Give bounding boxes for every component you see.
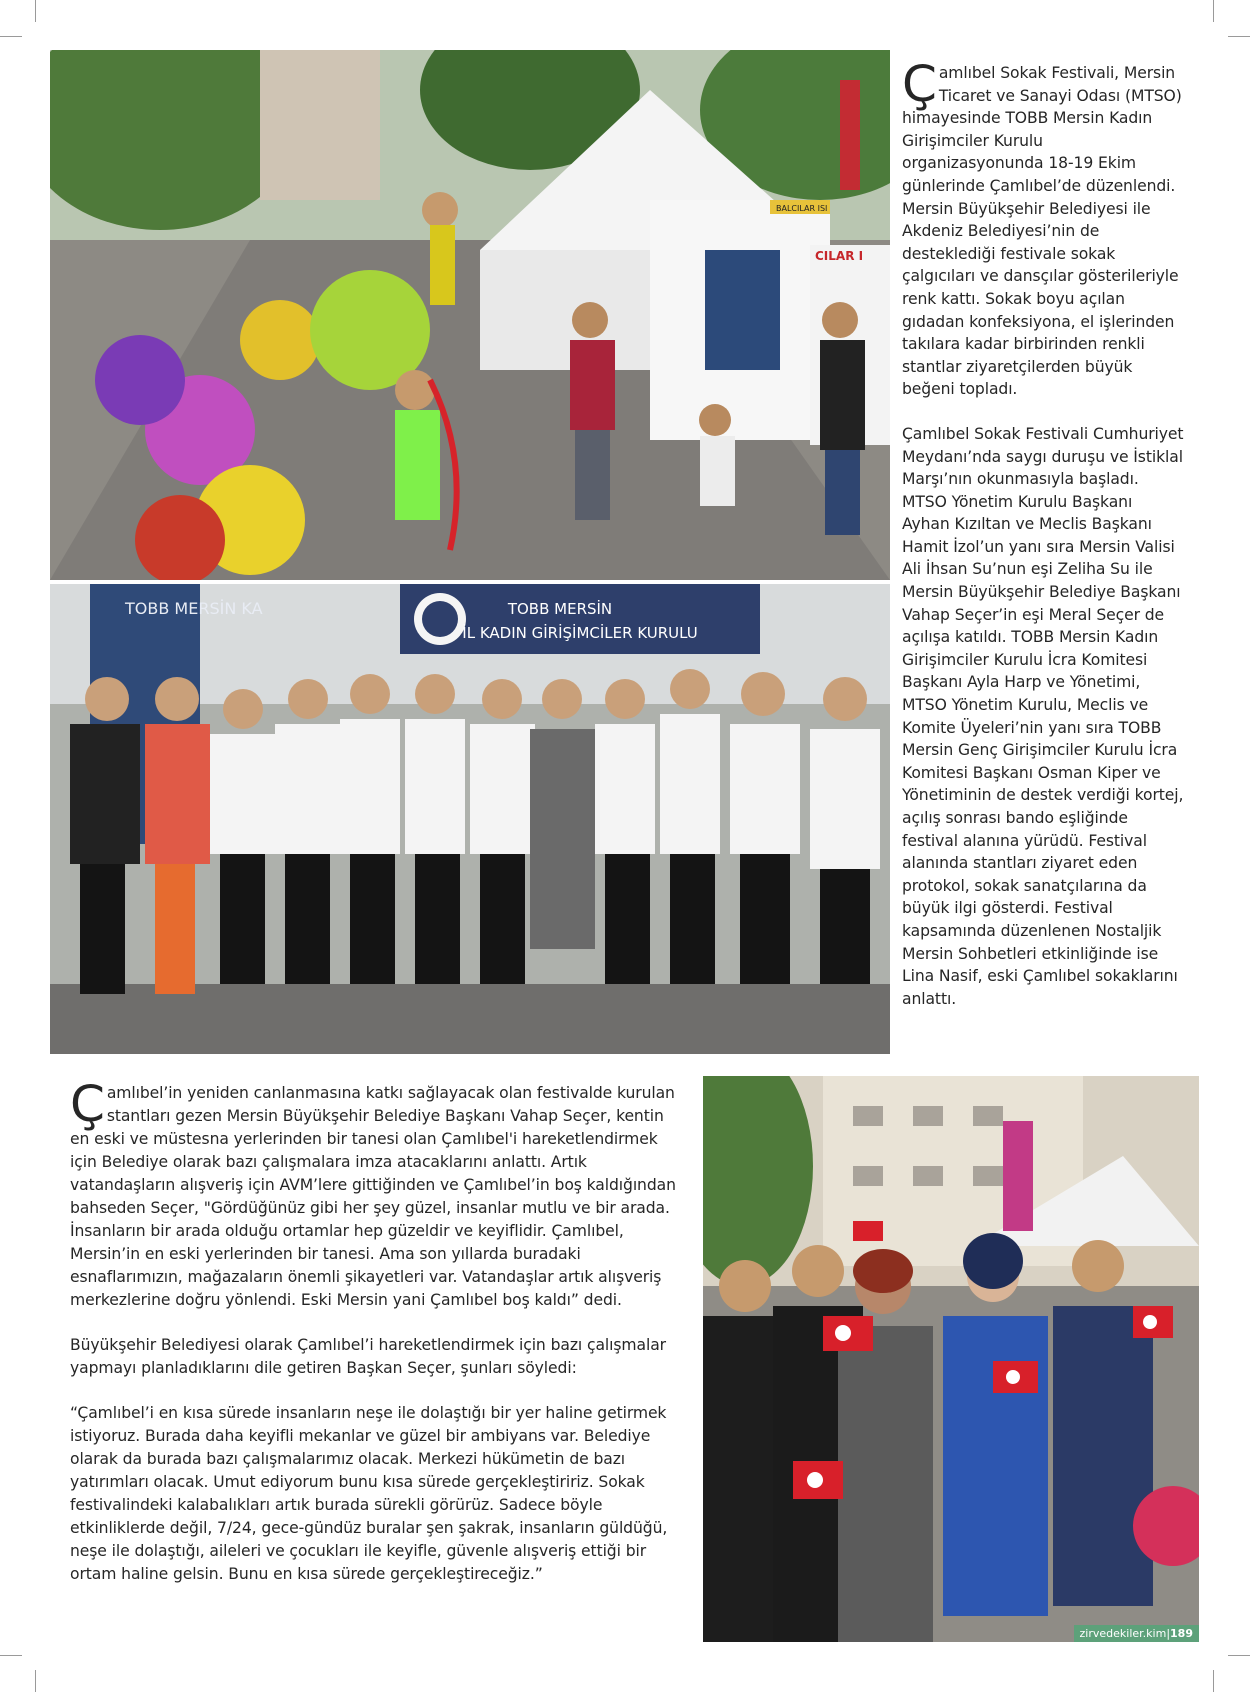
right-column-paragraph-1 (902, 55, 1184, 401)
crop-mark-top-right-vertical (1213, 0, 1214, 22)
lower-column-paragraph-1-text: amlıbel’in yeniden canlanmasına katkı sağlayacak olan festivalde kurulan stantları gezen Mersin Büyükşehir Belediye Başkanı Vahap Seçer, kentin en eski ve müstesna yerlerinden bir tanesi olan Çamlıbel'i hareketlendirmek için Belediye olarak bazı çalışmalara imza atacaklarını anlattı. Artık vatandaşların alışveriş için AVM’lere gittiğinden ve Çamlıbel’in boş kaldığından bahseden Seçer, "Gördüğünüz gibi her şey güzel, insanlar mutlu ve bir arada. İnsanların bir arada olduğu ortamlar hep güzeldir ve keyiflidir. Çamlıbel, Mersin’in en eski yerlerinden bir tanesi. Ama son yıllarda buradaki esnaflarımızın, mağazaların önemli şikayetleri var. Vatandaşlar artık alışveriş merkezlerine doğru yönlendi. Eski Mersin yani Çamlıbel boş kaldı” dedi. (70, 1084, 676, 1309)
right-column-paragraph-2: Çamlıbel Sokak Festivali Cumhuriyet Meydanı’nda saygı duruşu ve İstiklal Marşı’nın okunmasıyla başladı. MTSO Yönetim Kurulu Başkanı Ayhan Kızıltan ve Meclis Başkanı Hamit İzol’un yanı sıra Mersin Valisi Ali İhsan Su’nun eşi Zeliha Su ile Mersin Büyükşehir Belediye Başkanı Vahap Seçer’in eşi Meral Seçer de açılışa katıldı. TOBB Mersin Kadın Girişimciler Kurulu İcra Komitesi Başkanı Ayla Harp ve Yönetimi, MTSO Yönetim Kurulu, Meclis ve Komite Üyeleri’nin yanı sıra TOBB Mersin Genç Girişimciler Kurulu İcra Komitesi Başkanı Osman Kiper ve Yönetiminin de destek verdiği kortej, açılış sonrası bando eşliğinde festival alanına yürüdü. Festival alanında stantları ziyaret eden protokol, sokak sanatçılarına da büyük ilgi gösterdi. Festival kapsamında düzenlenen Nostaljik Mersin Sohbetleri etkinliğinde ise Lina Nasif, eski Çamlıbel sokaklarını anlattı. (902, 424, 1184, 1008)
group-photo-tobb-stand (50, 584, 890, 1054)
stand-sign-2-text: CILAR I (815, 249, 864, 263)
crop-mark-bottom-right-vertical (1213, 1670, 1214, 1692)
lower-text-column (70, 1075, 685, 1608)
crop-mark-top-right-horizontal (1228, 36, 1250, 37)
banner-line-2: İL KADIN GİRİŞİMCİLER KURULU (462, 624, 698, 642)
right-text-column (902, 55, 1184, 1032)
page-folio (1074, 1625, 1199, 1642)
crop-mark-bottom-left-vertical (35, 1670, 36, 1692)
lower-column-paragraph-3: “Çamlıbel’i en kısa sürede insanların neşe ile dolaştığı bir yer haline getirmek istiyoruz. Burada daha keyifli mekanlar ve güzel bir ambiyans var. Belediye olarak da burada bazı çalışmalarımız olacak. Merkezi hükümetin de bazı yatırımları olacak. Umut ediyorum bunu kısa sürede gerçekleştiririz. Sokak festivalindeki kalabalıkları artık burada sürekli görürüz. Sadece böyle etkinliklerde değil, 7/24, gece-gündüz buralar şen şakrak, insanların güldüğü, neşe ile dolaştığı, aileleri ve çocukları ile keyifle, güvenle alışveriş ettiği bir ortam haline gelsin. Bunu en kısa sürede gerçekleştireceğiz.” (70, 1404, 668, 1583)
drop-cap: Ç (70, 1075, 105, 1133)
drop-cap: Ç (902, 55, 937, 113)
page-number: 189 (1170, 1627, 1193, 1640)
crop-mark-bottom-left-horizontal (0, 1655, 22, 1656)
stand-sign-text: BALCILAR ISI (776, 204, 828, 213)
lower-column-paragraph-2: Büyükşehir Belediyesi olarak Çamlıbel’i hareketlendirmek için bazı çalışmalar yapmayı planladıklarını dile getiren Başkan Seçer, şunları söyledi: (70, 1336, 666, 1377)
stand-side-text: TOBB MERSİN KA (125, 599, 263, 618)
folio-separator: | (1166, 1627, 1171, 1640)
crop-mark-top-left-horizontal (0, 36, 22, 37)
festival-street-photo (50, 50, 890, 580)
crop-mark-bottom-right-horizontal (1228, 1655, 1250, 1656)
lower-column-paragraph-1 (70, 1075, 685, 1312)
parade-flags-photo (703, 1076, 1199, 1642)
folio-site: zirvedekiler.kim (1079, 1627, 1167, 1640)
right-column-paragraph-1-text: amlıbel Sokak Festivali, Mersin Ticaret ve Sanayi Odası (MTSO) himayesinde TOBB Mersin Kadın Girişimciler Kurulu organizasyonunda 18-19 Ekim günlerinde Çamlıbel’de düzenlendi. Mersin Büyükşehir Belediyesi ile Akdeniz Belediyesi’nin de desteklediği festivale sokak çalgıcıları ve dansçılar gösterileriyle renk kattı. Sokak boyu açılan gıdadan konfeksiyona, el işlerinden takılara kadar birbirinden renkli stantlar ziyaretçilerden büyük beğeni topladı. (902, 64, 1182, 399)
crop-mark-top-left-vertical (35, 0, 36, 22)
banner-line-1: TOBB MERSİN (507, 600, 613, 618)
